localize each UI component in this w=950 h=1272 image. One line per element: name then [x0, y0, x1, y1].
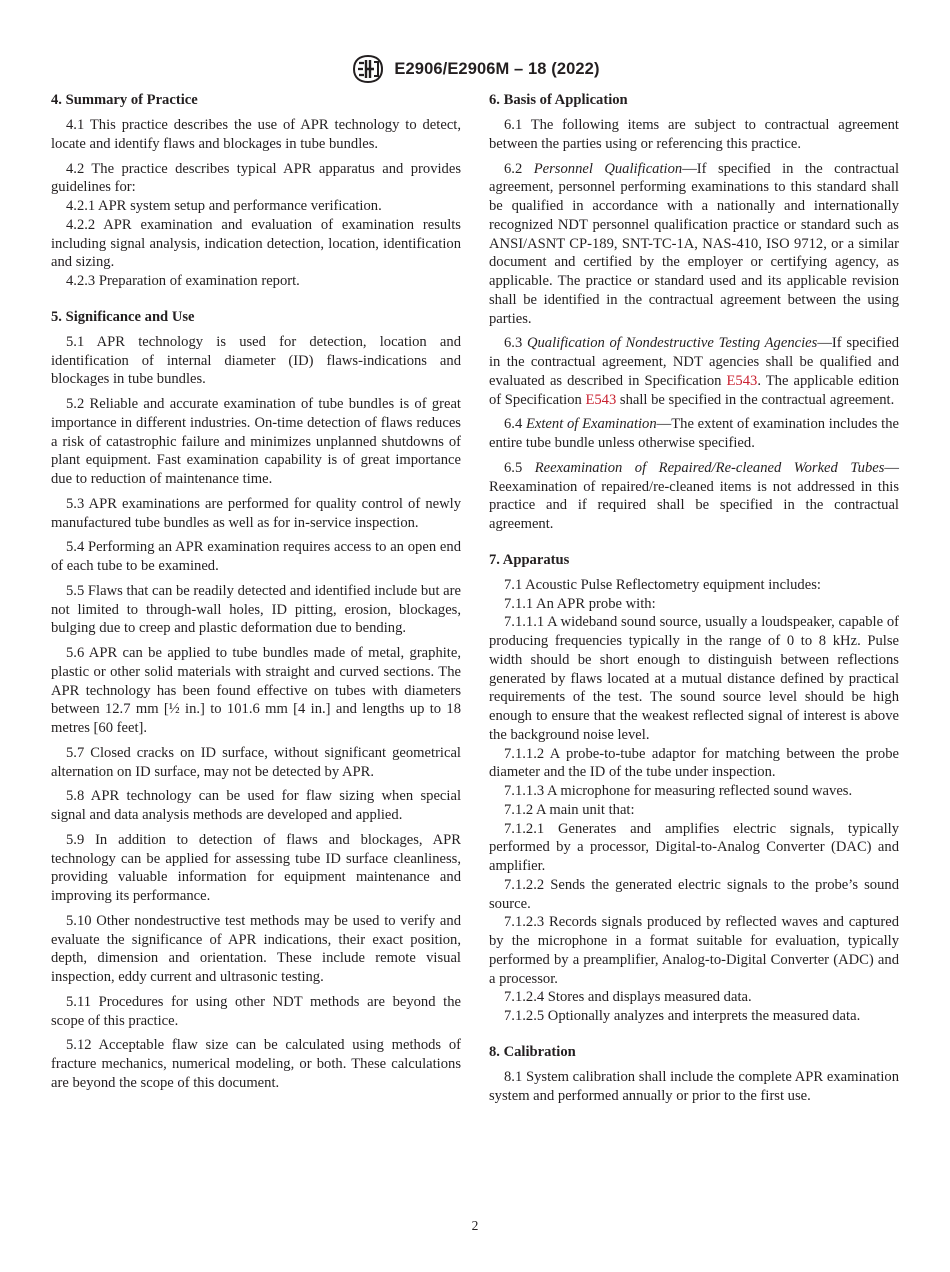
paragraph: 5.8 APR technology can be used for flaw sizing when special signal and data analysis methods are developed and applied.: [51, 788, 461, 823]
paragraph: 5.2 Reliable and accurate examination of tube bundles is of great importance in different industries. On-time detection of flaws reduces a risk of catastrophic failure and minimizes unplanned shutdowns of plant equipment. Fast examination capability is of great importance due to reduction of maintenance time.: [51, 396, 461, 487]
standard-designation: E2906/E2906M – 18 (2022): [394, 59, 600, 78]
paragraph: 5.7 Closed cracks on ID surface, without significant geometrical alternation on ID surface, may not be detected by APR.: [51, 744, 461, 780]
section-8-heading: 8. Calibration: [489, 1043, 576, 1060]
e543-link[interactable]: E543: [726, 372, 758, 389]
paragraph-6-4: 6.4 Extent of Examination—The extent of examination includes the entire tube bundle unless otherwise specified.: [489, 416, 899, 451]
paragraph: 5.1 APR technology is used for detection, location and identification of internal diameter (ID) flaws-indications and blockages in tube bundles.: [51, 333, 461, 388]
paragraph: 7.1.2 A main unit that:: [504, 801, 635, 818]
subsection-title: Qualification of Nondestructive Testing Agencies: [526, 335, 818, 352]
page-header: [0, 54, 950, 84]
paragraph: 7.1.1.2 A probe-to-tube adaptor for matching between the probe diameter and the ID of the tube under inspection.: [489, 745, 899, 781]
paragraph: 7.1.1 An APR probe with:: [504, 595, 656, 612]
paragraph: 7.1.2.1 Generates and amplifies electric signals, typically performed by a processor, Digital-to-Analog Converter (DAC) and amplifier.: [489, 820, 899, 874]
paragraph: 7.1.2.4 Stores and displays measured data.: [504, 989, 752, 1006]
paragraph: 5.9 In addition to detection of flaws and blockages, APR technology can be applied for assessing tube ID surface cleanliness, providing valuable information for equipment maintenance and improving its performance.: [51, 831, 461, 904]
paragraph: 4.2.1 APR system setup and performance verification.: [66, 198, 382, 214]
paragraph-6-5: 6.5 Reexamination of Repaired/Re-cleaned Worked Tubes—Reexamination of repaired/re-cleaned items is not addressed in this practice and if required shall be specified in the contractual agreement.: [489, 459, 899, 532]
subsection-title: Extent of Examination: [525, 416, 657, 433]
paragraph: 5.3 APR examinations are performed for quality control of newly manufactured tube bundles as well as for in-service inspection.: [51, 495, 461, 531]
section-7-heading: 7. Apparatus: [489, 551, 570, 568]
paragraph: 5.6 APR can be applied to tube bundles made of metal, graphite, plastic or other solid materials with straight and curved sections. The APR technology has been found effective on tubes with diameters between 12.7 mm [½ in.] to 101.6 mm [4 in.] and lengths up to 18 metres [60 feet].: [51, 645, 461, 736]
paragraph: 7.1.2.3 Records signals produced by reflected waves and captured by the microphone in a format suitable for evaluation, typically performed by a preamplifier, Analog-to-Digital Converter (ADC) and a processor.: [489, 914, 899, 987]
page-number: 2: [471, 1218, 479, 1233]
right-column: [489, 90, 899, 1105]
paragraph: 4.1 This practice describes the use of APR technology to detect, locate and identify flaws and blockages in tube bundles.: [51, 117, 461, 152]
subsection-title: Personnel Qualification: [533, 160, 683, 177]
astm-logo: [350, 54, 386, 84]
paragraph: 5.4 Performing an APR examination requires access to an open end of each tube to be examined.: [51, 539, 461, 574]
paragraph-6-2: 6.2 Personnel Qualification—If specified in the contractual agreement, personnel performing examinations to this standard shall be qualified in accordance with a nationally and internationally recognized NDT personnel qualification practice or standard such as ANSI/ASNT CP-189, SNT-TC-1A, NAS-410, ISO 9712, or a similar document and certified by the employer or certifying agency, as applicable. The practice or standard used and its applicable revision shall be identified in the contractual agreement between the using parties.: [489, 160, 900, 327]
paragraph: 5.10 Other nondestructive test methods may be used to verify and evaluate the significance of APR indications, their exact position, depth, dimension and orientation. These include remote visual inspection, eddy current and ultrasonic testing.: [51, 912, 461, 985]
section-4-heading: 4. Summary of Practice: [51, 92, 198, 108]
left-column: [51, 90, 461, 1093]
paragraph: 7.1.1.1 A wideband sound source, usually a loudspeaker, capable of producing frequencies typically in the range of 0 to 8 kHz. Pulse width should be short enough to distinguish between reflections generated by flaws located at a mutual distance defined by practical requirements of the test. The sound source level should be high enough to ensure that the weakest reflected signal of interest is above the background noise level.: [489, 614, 899, 743]
section-5-heading: 5. Significance and Use: [51, 308, 195, 325]
paragraph: 5.11 Procedures for using other NDT methods are beyond the scope of this practice.: [51, 993, 461, 1029]
paragraph: 7.1.1.3 A microphone for measuring reflected sound waves.: [504, 783, 853, 799]
paragraph: 8.1 System calibration shall include the complete APR examination system and performed annually or prior to the first use.: [489, 1068, 899, 1104]
e543-link[interactable]: E543: [585, 391, 617, 408]
paragraph: 6.1 The following items are subject to contractual agreement between the parties using or referencing this practice.: [489, 117, 899, 152]
paragraph: 4.2.2 APR examination and evaluation of examination results including signal analysis, indication detection, location, identification and sizing.: [51, 216, 461, 271]
paragraph: 5.5 Flaws that can be readily detected and identified include but are not limited to through-wall holes, ID pitting, erosion, blockages, bulging due to creep and plastic deformation due to bending.: [51, 582, 461, 637]
paragraph: 7.1.2.2 Sends the generated electric signals to the probe’s sound source.: [489, 876, 899, 912]
paragraph-6-3: 6.3 Qualification of Nondestructive Testing Agencies—If specified in the contractual agreement, NDT agencies shall be qualified and evaluated as described in Specification E543. The applicable edition of Specification E543 shall be specified in the contractual agreement.: [489, 335, 900, 408]
paragraph: 4.2 The practice describes typical APR apparatus and provides guidelines for:: [51, 160, 461, 196]
paragraph: 4.2.3 Preparation of examination report.: [66, 273, 300, 289]
paragraph: 7.1 Acoustic Pulse Reflectometry equipment includes:: [504, 576, 821, 593]
paragraph: 5.12 Acceptable flaw size can be calculated using methods of fracture mechanics, numerical modeling, or both. These calculations are beyond the scope of this document.: [51, 1037, 461, 1091]
section-6-heading: 6. Basis of Application: [489, 92, 628, 108]
paragraph: 7.1.2.5 Optionally analyzes and interprets the measured data.: [504, 1008, 861, 1024]
subsection-title: Reexamination of Repaired/Re-cleaned Worked Tubes: [534, 459, 885, 476]
